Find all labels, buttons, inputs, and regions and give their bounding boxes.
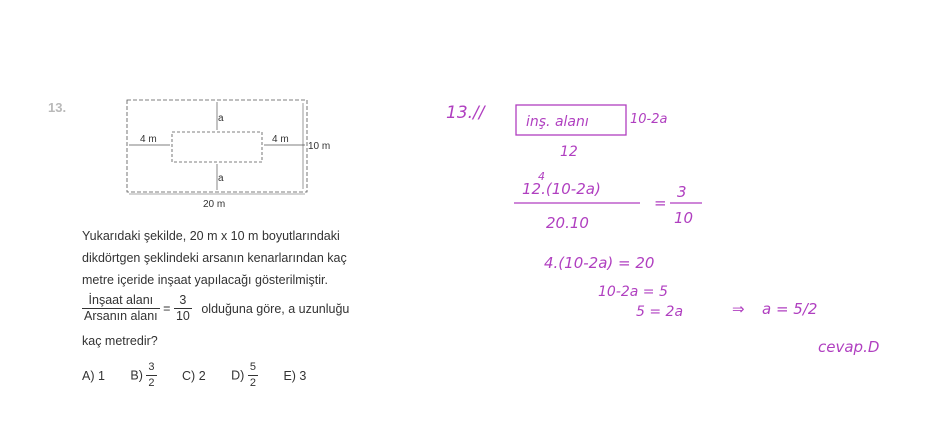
hw-step1-rhs-den: 10 (674, 209, 694, 227)
hw-step1-small: 4 (538, 170, 545, 183)
label-left-4m: 4 m (140, 134, 157, 145)
hw-step4: 5 = 2a (636, 304, 684, 320)
choice-a[interactable]: A) 1 (82, 368, 105, 383)
hw-step4-result: a = 5/2 (762, 300, 818, 318)
question-line-2: dikdörtgen şeklindeki arsanın kenarlarından kaç (82, 251, 347, 265)
inner-rectangle (172, 132, 262, 162)
question-line-1: Yukarıdaki şekilde, 20 m x 10 m boyutlarındaki (82, 229, 340, 243)
hw-box-bottom: 12 (560, 144, 578, 160)
hw-step1-numerator: 12.(10-2a) (522, 180, 601, 198)
hw-question-number: 13.// (446, 103, 485, 123)
ratio-line: $\frac{\text{İnşaat alanı}}{\text{Arsanın alanı}}$ = $\frac{3}{10}$ olduğuna göre, a uzunluğu (84, 293, 350, 323)
hw-step1-equals: = (654, 194, 667, 212)
question-number: 13. (48, 100, 67, 115)
answer-choices (82, 360, 328, 391)
choice-b[interactable]: B) $\frac{3}{2}$ (130, 361, 155, 389)
rectangle-figure (120, 95, 360, 215)
label-height: 10 m (308, 141, 331, 152)
hw-step4-arrow-icon: ⇒ (732, 300, 745, 318)
label-right-4m: 4 m (272, 134, 289, 145)
question-line-3: metre içeride inşaat yapılacağı gösterilmiştir. (82, 273, 328, 287)
hw-step1-rhs-num: 3 (677, 183, 687, 201)
question-line-5: kaç metredir? (82, 334, 158, 348)
area-ratio: $\frac{\text{İnşaat alanı}}{\text{Arsanın alanı}}$ (84, 293, 158, 323)
hw-box-side: 10-2a (630, 112, 668, 127)
label-width: 20 m (203, 199, 226, 210)
choice-e[interactable]: E) 3 (283, 368, 307, 383)
choice-c[interactable]: C) 2 (182, 368, 206, 383)
ratio-value: $\frac{3}{10}$ (175, 293, 190, 323)
hw-box-label: inş. alanı (526, 114, 589, 130)
hw-step3: 10-2a = 5 (598, 284, 668, 300)
hw-step1-denominator: 20.10 (546, 214, 589, 232)
label-a-top: a (218, 113, 224, 124)
label-a-bottom: a (218, 173, 224, 184)
choice-d[interactable]: D) $\frac{5}{2}$ (231, 361, 256, 389)
hw-answer: cevap.D (818, 338, 880, 356)
handwritten-solution (430, 90, 920, 370)
hw-step2: 4.(10-2a) = 20 (544, 254, 655, 272)
